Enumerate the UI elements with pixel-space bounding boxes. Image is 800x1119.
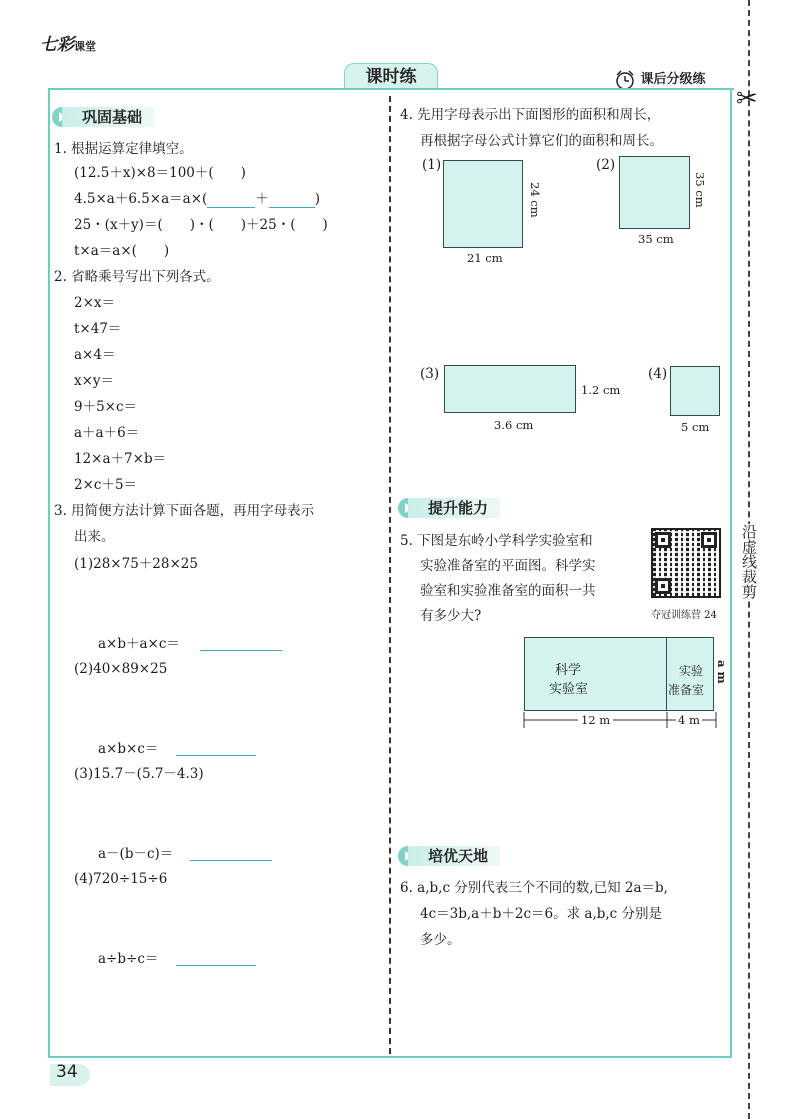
width-4m: 4 m [678,713,700,727]
q2-stem: 2. 省略乘号写出下列各式。 [54,269,220,285]
q1-line2: 4.5×a＋6.5×a＝a×( ＋ ) [74,191,321,207]
q3-formula-3: a－(b－c)＝ [98,846,174,862]
q6-line3: 多少。 [420,932,461,948]
q5-line2: 实验准备室的平面图。科学实 [420,558,596,574]
q4-stem: 4. 先用字母表示出下面图形的面积和周长， [400,107,661,123]
q2-item: 2×x＝ [74,295,116,311]
fig3-label: (3) [420,366,440,382]
cut-instruction: 沿虚线裁剪 [740,524,758,599]
q3-problem-2: (2)40×89×25 [74,661,168,677]
q4-stem-cont: 再根据字母公式计算它们的面积和周长。 [420,133,663,149]
fig1-label: (1) [422,157,442,173]
page-number: 34 [56,1062,78,1082]
q2-item: 12×a＋7×b＝ [74,451,167,467]
qr-caption: 夺冠训练营 24 [651,610,717,621]
q1-line3: 25・(x＋y)＝( )・( )＋25・( ) [74,217,328,233]
q3-problem-3: (3)15.7－(5.7－4.3) [74,766,204,782]
fig2-square [619,156,690,229]
answer-line[interactable] [176,965,256,966]
fig1-rectangle [443,160,523,248]
scissors-icon: ✂ [736,84,758,114]
q6-line2: 4c＝3b,a＋b＋2c＝6。求 a,b,c 分别是 [420,906,663,922]
qr-code[interactable] [651,528,721,598]
width-12m: 12 m [578,713,613,727]
page-title: 课时练 [344,63,438,90]
fig1-width: 21 cm [467,251,503,265]
q3-problem-4: (4)720÷15÷6 [74,871,168,887]
q1-blank-b[interactable] [269,193,315,208]
q2-item: x×y＝ [74,373,115,389]
answer-line[interactable] [200,650,282,651]
section-ability: 提升能力 [398,497,538,519]
q1-blank-a[interactable] [207,193,255,208]
q6-line1: 6. a,b,c 分别代表三个不同的数,已知 2a＝b, [400,880,668,896]
q2-item: 2×c＋5＝ [74,477,138,493]
fig2-label: (2) [596,157,616,173]
fig3-height: 1.2 cm [581,383,621,397]
q1-stem: 1. 根据运算定律填空。 [54,141,193,157]
q5-line1: 5. 下图是东岭小学科学实验室和 [400,533,593,549]
q2-item: 9＋5×c＝ [74,399,138,415]
fig1-height: 24 cm [528,182,542,218]
q5-line3: 验室和实验准备室的面积一共 [420,583,596,599]
q2-item: a＋a＋6＝ [74,425,140,441]
section-basic: 巩固基础 [52,106,192,128]
room1-name-2: 实验室 [549,682,589,697]
fig3-rectangle [444,365,576,413]
room1-name-1: 科学 [555,663,582,678]
column-divider [389,96,391,1054]
section-advanced: 培优天地 [398,845,538,867]
fig2-width: 35 cm [638,232,674,246]
answer-line[interactable] [176,755,256,756]
brand-logo: 七彩课堂 [40,35,96,55]
level-label: 课后分级练 [614,68,706,91]
fig3-width: 3.6 cm [494,418,534,432]
q3-stem: 3. 用简便方法计算下面各题，再用字母表示 [54,503,315,519]
fig2-height: 35 cm [693,172,707,208]
q5-line4: 有多少大? [420,608,482,624]
room-science-lab [524,637,667,711]
q3-formula-1: a×b＋a×c＝ [98,636,180,652]
fig4-width: 5 cm [681,420,710,434]
q2-item: a×4＝ [74,347,116,363]
room2-name-1: 实验 [679,664,704,678]
room-height: a m [715,660,729,684]
q3-stem-cont: 出来。 [74,529,115,545]
q3-formula-2: a×b×c＝ [98,741,159,757]
room2-name-2: 准备室 [668,683,705,697]
fig4-label: (4) [648,366,668,382]
fig4-square [670,366,720,416]
q1-line1: (12.5＋x)×8＝100＋( ) [74,165,246,181]
q2-item: t×47＝ [74,321,122,337]
answer-line[interactable] [190,860,272,861]
q3-problem-1: (1)28×75＋28×25 [74,556,198,572]
q1-line4: t×a＝a×( ) [74,243,170,259]
q3-formula-4: a÷b÷c＝ [98,951,159,967]
